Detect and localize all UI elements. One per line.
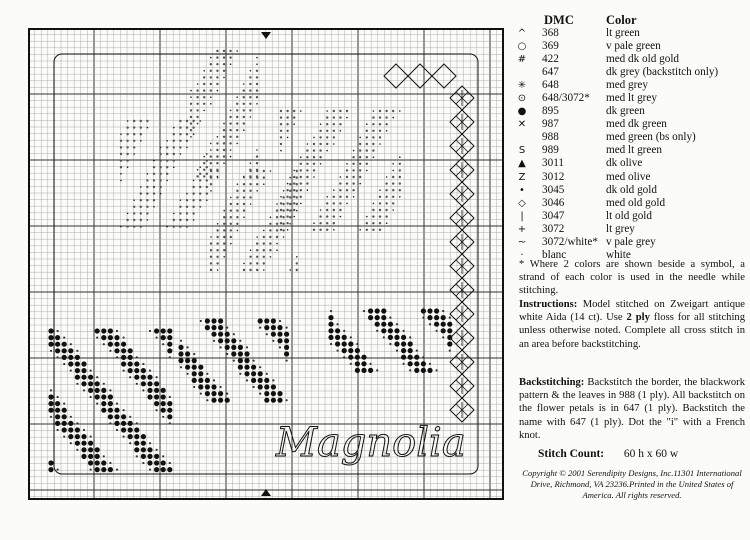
- legend-dmc-number: 648/3072*: [542, 92, 590, 105]
- legend-color-name: lt grey: [606, 222, 635, 235]
- legend-dmc-number: 895: [542, 105, 559, 118]
- legend-symbol-icon: ~: [517, 236, 527, 248]
- backstitching-body: Backstitch the border, the blackwork pattern & the leaves in 988 (1 ply). All backstitch on the flower petals is in 647 (1 ply). Backstitch the name with 647 (1 ply). Dot the "i" with a French knot.: [519, 377, 745, 441]
- legend-symbol-icon: Z: [518, 171, 526, 183]
- chart-name-magnolia: Magnolia: [276, 420, 466, 466]
- legend-header-color: Color: [606, 13, 637, 27]
- legend-color-name: dk grey (backstitch only): [606, 66, 719, 79]
- legend-dmc-number: 3046: [542, 196, 565, 209]
- legend-color-name: med old gold: [606, 196, 666, 209]
- copyright-text: Copyright © 2001 Serendipity Designs, Inc.11301 International Drive, Richmond, VA 23236.Printed in the United States of America. All rights reserved.: [522, 468, 742, 501]
- legend-color-name: med olive: [606, 170, 651, 183]
- legend-dmc-number: 3072: [542, 222, 565, 235]
- legend-dmc-number: 3047: [542, 209, 565, 222]
- legend-row: [514, 157, 750, 170]
- stitch-count-label: Stitch Count:: [538, 448, 605, 460]
- note-text: * Where 2 colors are shown beside a symbol, a strand of each color is used in the needle while stitching.: [519, 259, 745, 297]
- legend-dmc-number: 422: [542, 53, 559, 66]
- stitch-count: [538, 448, 678, 460]
- legend-dmc-number: 988: [542, 131, 559, 144]
- legend-row: [514, 197, 750, 210]
- legend-row: [514, 184, 750, 197]
- legend-symbol-icon: ◇: [518, 197, 526, 209]
- legend-dmc-number: 369: [542, 40, 559, 53]
- legend-symbol-icon: +: [517, 223, 527, 235]
- legend-row: [514, 53, 750, 66]
- legend-symbol-icon: ·: [520, 249, 524, 261]
- legend-symbol-icon: ○: [517, 41, 527, 53]
- cross-stitch-chart: [28, 28, 504, 500]
- legend-row: [514, 131, 750, 144]
- legend-dmc-number: 3045: [542, 183, 565, 196]
- legend-symbol-icon: ^: [517, 28, 527, 39]
- legend-color-name: lt green: [606, 27, 640, 39]
- legend-symbol-icon: ▲: [518, 158, 526, 170]
- legend-dmc-number: 3012: [542, 170, 565, 183]
- legend-color-name: med dk green: [606, 118, 667, 131]
- legend-symbol-icon: ●: [517, 106, 527, 118]
- legend-row: [514, 236, 750, 249]
- legend-row: [514, 223, 750, 236]
- legend-row: [514, 171, 750, 184]
- legend-row: [514, 92, 750, 105]
- legend-header-dmc: DMC: [544, 13, 574, 27]
- legend-dmc-number: 647: [542, 66, 559, 79]
- legend-symbol-icon: S: [518, 145, 526, 157]
- legend-color-name: med lt grey: [606, 92, 657, 105]
- legend-color-name: med lt green: [606, 144, 662, 157]
- legend-color-name: dk old gold: [606, 183, 657, 196]
- legend-row: [514, 79, 750, 92]
- legend-symbol-icon: ✕: [517, 119, 527, 131]
- legend-color-name: dk green: [606, 105, 645, 118]
- legend-symbol-icon: |: [520, 210, 524, 222]
- legend-row: [514, 144, 750, 157]
- legend-color-name: lt old gold: [606, 209, 652, 222]
- instructions-text: [519, 298, 745, 351]
- legend-color-name: v pale green: [606, 40, 661, 53]
- backstitching-text: [519, 376, 745, 442]
- legend-dmc-number: 3072/white*: [542, 235, 598, 248]
- legend-color-name: med green (bs only): [606, 131, 696, 144]
- legend-dmc-number: 989: [542, 144, 559, 157]
- legend-dmc-number: 3011: [542, 157, 564, 170]
- legend-symbol-icon: ✳: [517, 80, 527, 92]
- legend-row: [514, 66, 750, 79]
- legend-symbol-icon: •: [519, 184, 525, 196]
- legend-dmc-number: 987: [542, 118, 559, 131]
- instructions-body-1: Model stitched on Zweigart antique white Aida (14 ct). Use: [519, 299, 745, 324]
- legend-dmc-number: 368: [542, 27, 559, 39]
- legend-color-name: white: [606, 248, 631, 261]
- legend-row: [514, 210, 750, 223]
- backstitching-title: Backstitching:: [519, 377, 585, 388]
- legend-symbol-icon: #: [517, 54, 527, 66]
- legend-row: [514, 105, 750, 118]
- legend-color-name: dk olive: [606, 157, 643, 170]
- legend-row: [514, 40, 750, 53]
- color-legend: [514, 27, 750, 262]
- instructions-body-2: floss for all stitching unless otherwise noted. Complete all cross stitch in an area before backstitching.: [519, 312, 745, 350]
- instructions-title: Instructions:: [519, 299, 578, 310]
- stitch-count-value: 60 h x 60 w: [623, 448, 679, 460]
- legend-color-name: v pale grey: [606, 235, 656, 248]
- chart-grid: [28, 28, 504, 500]
- legend-dmc-number: blanc: [542, 248, 567, 261]
- legend-row: [514, 27, 750, 40]
- legend-color-name: med grey: [606, 79, 648, 92]
- legend-color-name: med dk old gold: [606, 53, 680, 66]
- legend-dmc-number: 648: [542, 79, 559, 92]
- legend-symbol-icon: ⊙: [517, 93, 527, 105]
- legend-row: [514, 118, 750, 131]
- instructions-ply: 2 ply: [626, 312, 650, 324]
